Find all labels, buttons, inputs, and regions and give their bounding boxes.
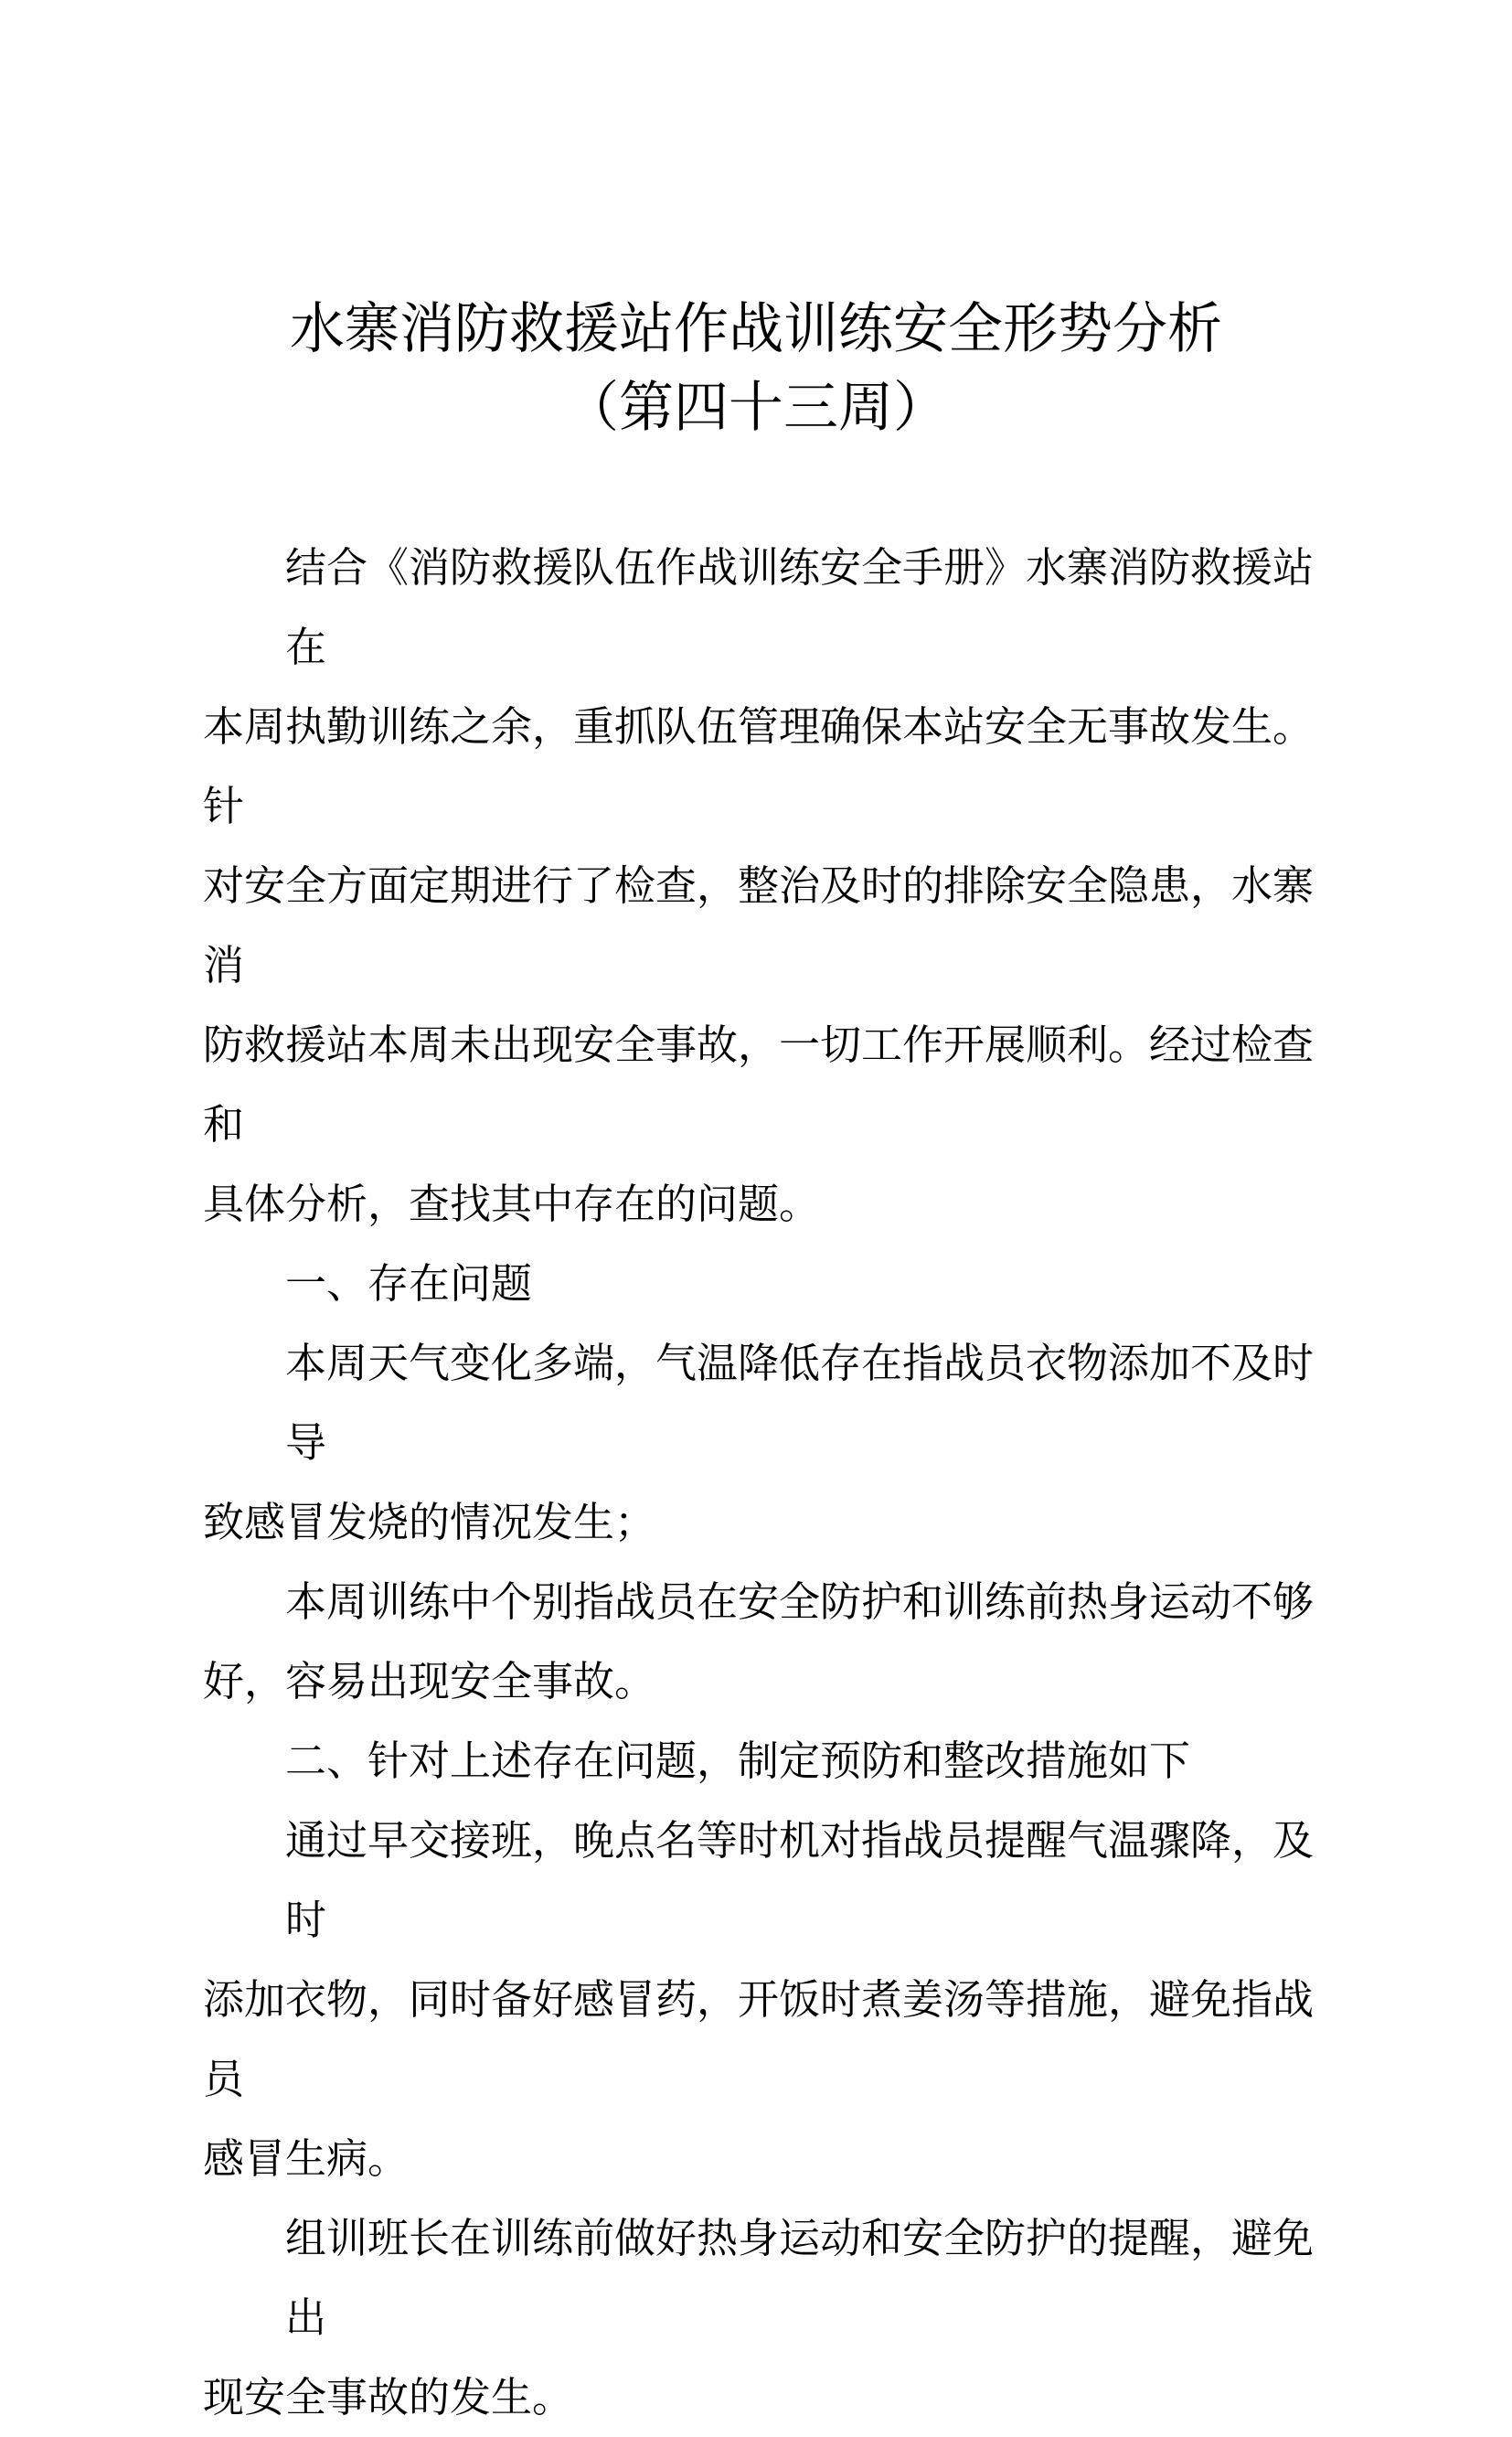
body-line: 现安全事故的发生。 [203,2373,574,2421]
document-subtitle: （第四十三周） [564,376,948,440]
body-line: 好，容易出现安全事故。 [203,1657,656,1705]
body-line: 一、存在问题 [285,1259,533,1308]
body-line: 二、针对上述存在问题，制定预防和整改措施如下 [285,1737,1191,1785]
document-body [203,528,1333,2437]
body-line: 本周训练中个别指战员在安全防护和训练前热身运动不够 [285,1577,1315,1626]
body-line: 防救援站本周未出现安全事故，一切工作开展顺利。经过检查和 [203,1021,1315,1149]
body-line: 通过早交接班，晚点名等时机对指战员提醒气温骤降，及时 [285,1816,1315,1944]
body-line: 本周天气变化多端，气温降低存在指战员衣物添加不及时导 [285,1339,1315,1467]
body-line: 感冒生病。 [203,2134,410,2183]
body-line: 组训班长在训练前做好热身运动和安全防护的提醒，避免出 [285,2214,1315,2342]
document-title: 水寨消防救援站作战训练安全形势分析 [290,297,1222,361]
body-line: 具体分析，查找其中存在的问题。 [203,1180,821,1228]
body-line: 本周执勤训练之余，重抓队伍管理确保本站安全无事故发生。针 [203,702,1315,830]
body-line: 结合《消防救援队伍作战训练安全手册》水寨消防救援站在 [285,543,1315,671]
body-line: 添加衣物，同时备好感冒药，开饭时煮姜汤等措施，避免指战员 [203,1975,1315,2103]
body-line: 对安全方面定期进行了检查，整治及时的排除安全隐患，水寨消 [203,861,1315,989]
body-line: 致感冒发烧的情况发生； [203,1498,656,1546]
